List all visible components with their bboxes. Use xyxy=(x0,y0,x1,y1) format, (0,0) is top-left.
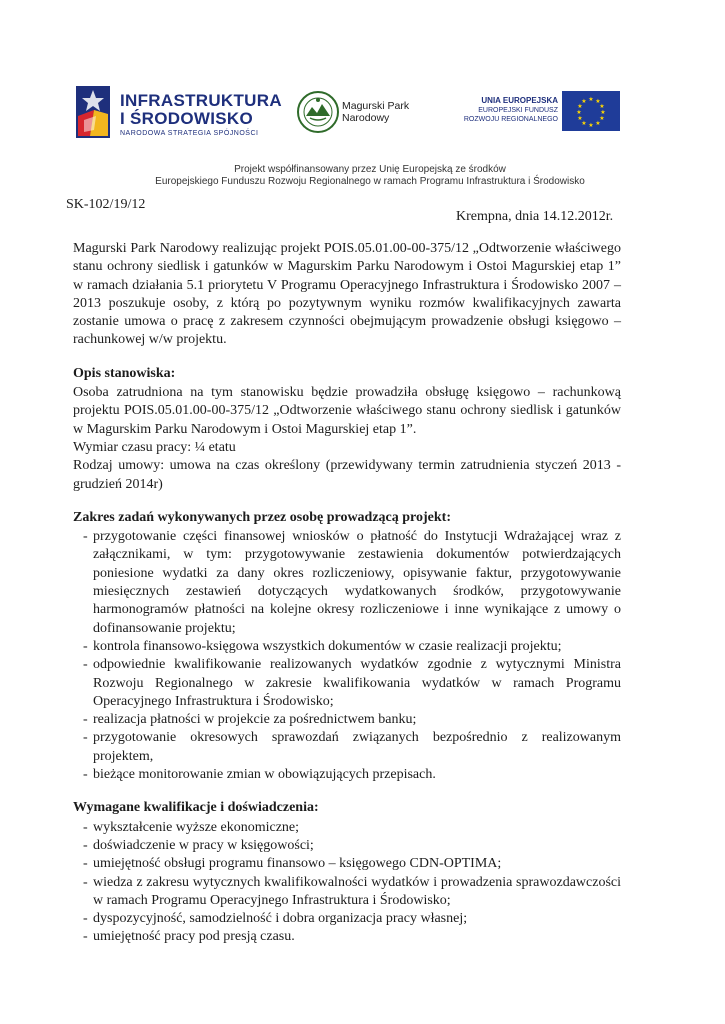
intro-paragraph: Magurski Park Narodowy realizując projekt POIS.05.01.00-00-375/12 „Odtworzenie właściwego stanu ochrony siedlisk i gatunków w Magurskim Parku Narodowym i Ostoi Magurskiej etap 1” w ramach działania 5.1 priorytetu V Programu Operacyjnego Infrastruktura i Środowisko 2007 – 2013 poszukuje osoby, z którą po pozytywnym wyniku rozmów kwalifikacyjnych zawarta zostanie umowa o pracę z zakresem czynności obejmującym prowadzenie obsługi księgowo – rachunkowej w/w projektu. xyxy=(73,241,621,348)
list-item: - odpowiednie kwalifikowanie realizowanych wydatków zgodnie z wytycznymi Ministra Rozwoju Regionalnego w zakresie kwalifikowania wydatków w ramach Programu Operacyjnego Infrastruktura i Środowisko; xyxy=(73,656,621,711)
svg-text:★: ★ xyxy=(599,103,605,110)
eu-fund-line: EUROPEJSKI FUNDUSZ xyxy=(478,107,558,114)
zakres-list xyxy=(73,528,621,784)
eu-text xyxy=(464,96,558,124)
list-item: - doświadczenie w pracy w księgowości; xyxy=(73,837,621,855)
svg-text:★: ★ xyxy=(599,115,605,122)
park-name xyxy=(342,100,409,124)
list-item: - kontrola finansowo-księgowa wszystkich dokumentów w czasie realizacji projektu; xyxy=(73,638,621,656)
cofinancing-note xyxy=(60,164,680,188)
list-item: - przygotowanie okresowych sprawozdań związanych bezpośrednio z realizowanym projektem, xyxy=(73,729,621,766)
opis-section xyxy=(73,365,621,494)
park-seal-icon xyxy=(296,90,340,134)
svg-text:★: ★ xyxy=(581,98,587,105)
srodowisko-title: I ŚRODOWISKO xyxy=(120,109,253,128)
wymagane-section xyxy=(73,799,621,946)
infrastruktura-logo xyxy=(76,86,282,142)
svg-text:★: ★ xyxy=(588,96,594,103)
eu-flag-icon xyxy=(562,91,620,131)
wymagane-list xyxy=(73,819,621,947)
list-item: - umiejętność obsługi programu finansowo – księgowego CDN-OPTIMA; xyxy=(73,855,621,873)
infrastruktura-title: INFRASTRUKTURA xyxy=(120,91,282,110)
svg-text:★: ★ xyxy=(577,103,583,110)
cofinancing-note-line1: Projekt współfinansowany przez Unię Europejską ze środków xyxy=(234,164,506,175)
infrastruktura-emblem-icon xyxy=(76,86,110,138)
place-date: Krempna, dnia 14.12.2012r. xyxy=(456,209,614,224)
cofinancing-note-line2: Europejskiego Funduszu Rozwoju Regionalnego w ramach Programu Infrastruktura i Środowisko xyxy=(155,176,585,187)
svg-text:★: ★ xyxy=(577,115,583,122)
list-item: - umiejętność pracy pod presją czasu. xyxy=(73,928,621,946)
svg-text:★: ★ xyxy=(581,120,587,127)
opis-heading: Opis stanowiska: xyxy=(73,365,176,381)
svg-text:★: ★ xyxy=(588,122,594,129)
list-item: - wykształcenie wyższe ekonomiczne; xyxy=(73,819,621,837)
strategy-subtitle: NARODOWA STRATEGIA SPÓJNOŚCI xyxy=(120,130,259,137)
eu-title: UNIA EUROPEJSKA xyxy=(481,96,558,105)
svg-text:★: ★ xyxy=(576,109,582,116)
contract-type: Rodzaj umowy: umowa na czas określony (przewidywany termin zatrudnienia styczeń 2013 - grudzień 2014r) xyxy=(73,458,621,492)
list-item: - wiedza z zakresu wytycznych kwalifikowalności wydatków i prowadzenia sprawozdawczości w ramach Programu Operacyjnego Infrastruktura i Środowisko; xyxy=(73,874,621,911)
svg-text:★: ★ xyxy=(595,120,601,127)
svg-text:★: ★ xyxy=(595,98,601,105)
park-name-line2: Narodowy xyxy=(342,112,390,124)
letter-body xyxy=(73,240,621,962)
zakres-heading: Zakres zadań wykonywanych przez osobę prowadzącą projekt: xyxy=(73,509,452,525)
opis-text: Osoba zatrudniona na tym stanowisku będzie prowadziła obsługę księgowo – rachunkową projektu POIS.05.01.00-00-375/12 „Odtworzenie właściwego stanu ochrony siedlisk i gatunków w Magurskim Parku Narodowym i Ostoi Magurskiej etap 1”. xyxy=(73,385,621,437)
eu-logo xyxy=(463,88,630,138)
list-item: - bieżące monitorowanie zmian w obowiązujących przepisach. xyxy=(73,766,621,784)
zakres-section xyxy=(73,509,621,784)
wymagane-heading: Wymagane kwalifikacje i doświadczenia: xyxy=(73,800,319,816)
list-item: - realizacja płatności w projekcie za pośrednictwem banku; xyxy=(73,711,621,729)
infrastruktura-wordmark xyxy=(120,92,282,137)
park-logo xyxy=(296,90,436,138)
working-time: Wymiar czasu pracy: ¼ etatu xyxy=(73,439,236,455)
park-name-line1: Magurski Park xyxy=(342,100,410,112)
list-item: - dyspozycyjność, samodzielność i dobra organizacja pracy własnej; xyxy=(73,910,621,928)
svg-text:★: ★ xyxy=(600,109,606,116)
eu-regional-line: ROZWOJU REGIONALNEGO xyxy=(463,116,558,123)
list-item: - przygotowanie części finansowej wniosków o płatność do Instytucji Wdrażającej wraz z załącznikami, w tym: przygotowywanie zestawienia dokumentów potwierdzających poniesione wydatki za dany okres rozliczeniowy, opisywanie faktur, przygotowywanie miesięcznych zestawień dotyczących wydatkowanych środków, przygotowywanie harmonogramów płatności na kolejne okresy rozliczeniowe i inne wynikające z umowy o dofinansowanie projektu; xyxy=(73,528,621,638)
reference-number: SK-102/19/12 xyxy=(66,197,146,212)
